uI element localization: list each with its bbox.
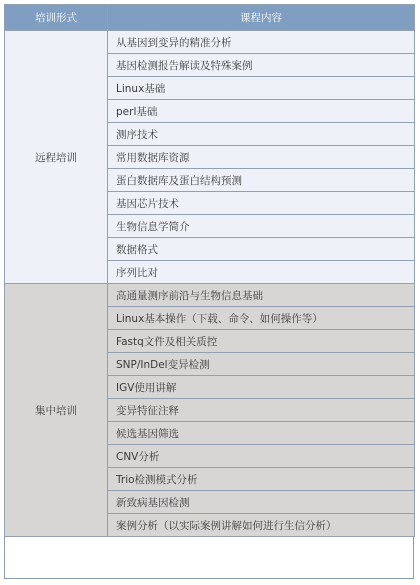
course-item: 从基因到变异的精准分析 bbox=[108, 31, 415, 54]
course-item: perl基础 bbox=[108, 100, 415, 123]
header-training-form: 培训形式 bbox=[5, 5, 108, 31]
course-item: 高通量测序前沿与生物信息基础 bbox=[108, 284, 415, 307]
course-item: 新致病基因检测 bbox=[108, 491, 415, 514]
course-item: 案例分析（以实际案例讲解如何进行生信分析） bbox=[108, 514, 415, 537]
course-item: Linux基础 bbox=[108, 77, 415, 100]
course-item: 变异特征注释 bbox=[108, 399, 415, 422]
group-label-remote: 远程培训 bbox=[5, 31, 108, 284]
course-item: SNP/InDel变异检测 bbox=[108, 353, 415, 376]
course-table bbox=[4, 4, 415, 537]
course-item: Linux基本操作（下载、命令、如何操作等） bbox=[108, 307, 415, 330]
course-item: 生物信息学简介 bbox=[108, 215, 415, 238]
course-item: IGV使用讲解 bbox=[108, 376, 415, 399]
course-item: 序列比对 bbox=[108, 261, 415, 284]
remote-training-group bbox=[5, 31, 415, 284]
course-item: 基因检测报告解读及特殊案例 bbox=[108, 54, 415, 77]
group-label-onsite: 集中培训 bbox=[5, 284, 108, 537]
course-item: 基因芯片技术 bbox=[108, 192, 415, 215]
header-row bbox=[5, 5, 415, 31]
table-row bbox=[5, 284, 415, 307]
course-item: Trio检测模式分析 bbox=[108, 468, 415, 491]
course-item: CNV分析 bbox=[108, 445, 415, 468]
course-item: 测序技术 bbox=[108, 123, 415, 146]
course-item: 蛋白数据库及蛋白结构预测 bbox=[108, 169, 415, 192]
course-item: 候选基因筛选 bbox=[108, 422, 415, 445]
header-course-content: 课程内容 bbox=[108, 5, 415, 31]
table-row bbox=[5, 31, 415, 54]
onsite-training-group bbox=[5, 284, 415, 537]
course-item: 数据格式 bbox=[108, 238, 415, 261]
course-item: 常用数据库资源 bbox=[108, 146, 415, 169]
course-item: Fastq文件及相关质控 bbox=[108, 330, 415, 353]
